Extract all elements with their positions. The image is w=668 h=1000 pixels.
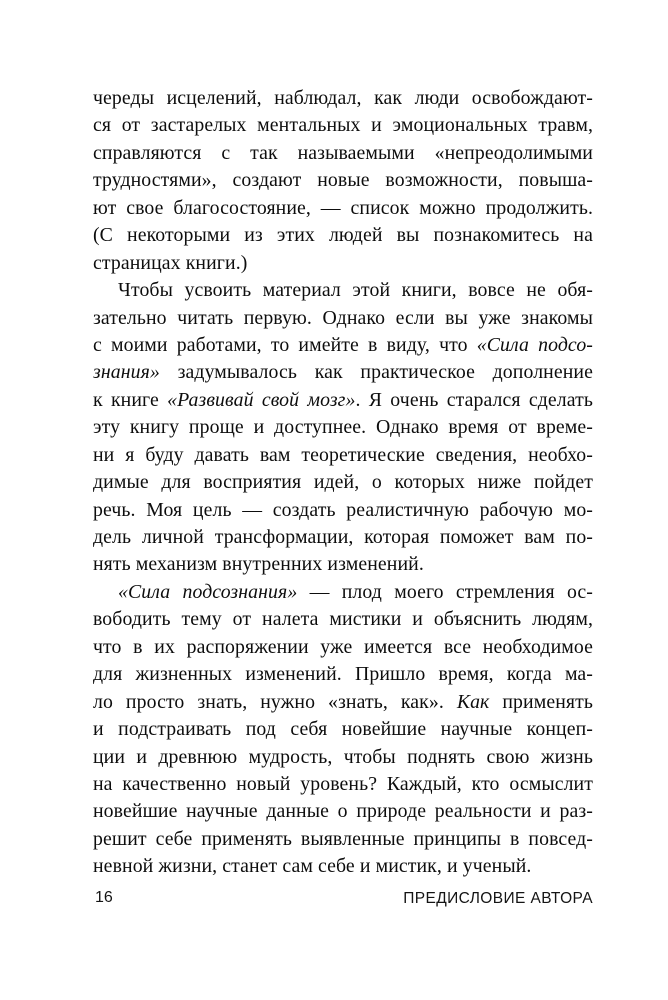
text-line xyxy=(93,167,593,194)
text-line xyxy=(93,634,593,661)
text-line xyxy=(93,277,593,304)
text-line xyxy=(93,744,593,771)
italic-text: знания» xyxy=(93,361,160,384)
italic-text: Как xyxy=(456,690,490,713)
text-segment: на качественно новый уровень? Каждый, кто осмыслит xyxy=(93,772,593,795)
text-segment: дель личной трансформации, которая поможет вам по- xyxy=(93,526,593,548)
text-segment: с моими работами, то имейте в виду, что xyxy=(93,333,477,356)
italic-text: «Сила подсознания» xyxy=(118,580,298,603)
text-line xyxy=(93,85,593,112)
text-segment: зательно читать первую. Однако если вы уже знакомы xyxy=(93,306,593,329)
text-line xyxy=(93,497,593,524)
text-segment: применять xyxy=(489,690,593,713)
text-segment: справляются с так называемыми «непреодолимыми xyxy=(93,141,593,164)
text-segment: что в их распоряжении уже имеется все необходимое xyxy=(93,635,593,658)
text-segment: трудностями», создают новые возможности, повыша- xyxy=(93,169,593,192)
page-number: 16 xyxy=(95,889,113,906)
text-line xyxy=(93,387,593,414)
text-line xyxy=(93,524,593,551)
text-line xyxy=(93,716,593,743)
text-line xyxy=(93,551,593,578)
text-segment: — плод моего стремления ос- xyxy=(297,580,593,603)
text-line xyxy=(93,798,593,825)
text-segment: решит себе применять выявленные принципы в повсед- xyxy=(93,827,593,850)
text-line xyxy=(93,689,593,716)
text-line xyxy=(93,332,593,359)
text-line xyxy=(93,140,593,167)
text-segment: нять механизм внутренних изменений. xyxy=(93,553,424,576)
text-line xyxy=(93,469,593,496)
text-segment: эту книгу проще и доступнее. Однако время от време- xyxy=(93,416,593,439)
text-segment: . Я очень старался сделать xyxy=(355,388,593,411)
text-segment: (С некоторыми из этих людей вы познакомитесь на xyxy=(93,224,593,247)
text-segment: для жизненных изменений. Пришло время, когда ма- xyxy=(93,663,593,686)
text-line xyxy=(93,112,593,139)
text-segment: страницах книги.) xyxy=(93,251,248,274)
text-segment: вободить тему от налета мистики и объяснить людям, xyxy=(93,608,593,631)
italic-text: «Сила подсо- xyxy=(476,333,593,356)
text-line xyxy=(93,579,593,606)
text-line xyxy=(93,250,593,277)
text-line xyxy=(93,414,593,441)
running-head: ПРЕДИСЛОВИЕ АВТОРА xyxy=(403,890,593,907)
text-segment: к книге xyxy=(93,388,168,411)
text-segment: новейшие научные данные о природе реальности и раз- xyxy=(93,800,593,823)
text-line xyxy=(93,305,593,332)
text-line xyxy=(93,661,593,688)
text-segment: димые для восприятия идей, о которых ниже пойдет xyxy=(93,471,593,494)
text-line xyxy=(93,359,593,386)
text-line xyxy=(93,853,593,880)
text-segment: ют свое благосостояние, — список можно продолжить. xyxy=(93,196,593,219)
text-line xyxy=(93,606,593,633)
text-segment: ло просто знать, нужно «знать, как». xyxy=(93,690,457,713)
text-segment: и подстраивать под себя новейшие научные концеп- xyxy=(93,718,593,741)
text-segment: череды исцелений, наблюдал, как люди освобождают- xyxy=(93,87,593,109)
text-line xyxy=(93,826,593,853)
text-line xyxy=(93,195,593,222)
text-segment: Чтобы усвоить материал этой книги, вовсе не обя- xyxy=(118,279,593,302)
text-line xyxy=(93,771,593,798)
text-segment: ции и древнюю мудрость, чтобы поднять свою жизнь xyxy=(93,745,593,768)
text-segment: речь. Моя цель — создать реалистичную рабочую мо- xyxy=(93,498,593,521)
text-segment: ся от застарелых ментальных и эмоциональных травм, xyxy=(93,114,593,137)
text-segment: ни я буду давать вам теоретические сведения, необхо- xyxy=(93,443,593,466)
text-segment: невной жизни, станет сам себе и мистик, и ученый. xyxy=(93,855,532,878)
text-segment: задумывалось как практическое дополнение xyxy=(159,361,593,384)
text-line xyxy=(93,442,593,469)
italic-text: «Развивай свой мозг» xyxy=(167,388,356,411)
body-text xyxy=(93,85,593,881)
text-line xyxy=(93,222,593,249)
